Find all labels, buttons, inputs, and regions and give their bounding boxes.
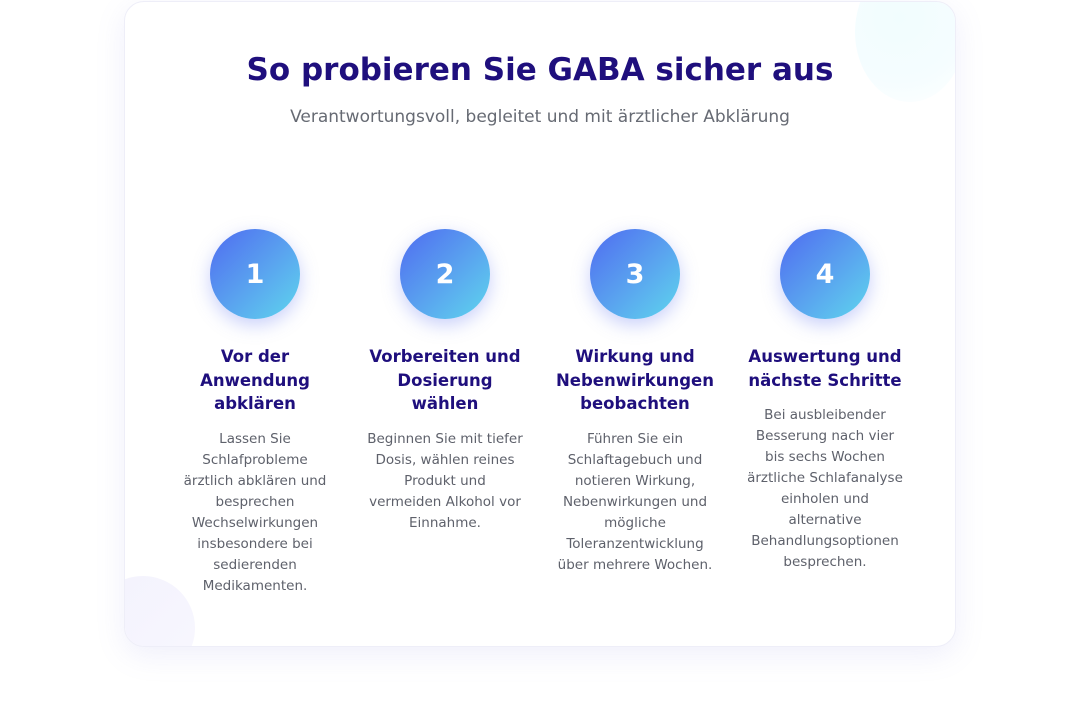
step-title: Auswertung und nächste Schritte	[748, 347, 902, 390]
step-description: Lassen Sie Schlafprobleme ärztlich abklären und besprechen Wechselwirkungen insbesondere bei sedierenden Medikamenten.	[183, 430, 327, 594]
step-4	[742, 229, 908, 573]
step-number-circle: 2	[400, 229, 490, 319]
step-number-circle: 4	[780, 229, 870, 319]
step-description: Bei ausbleibender Besserung nach vier bis sechs Wochen ärztliche Schlafanalyse einholen und alternative Behandlungsoptionen besprechen.	[747, 407, 903, 570]
step-number-circle: 1	[210, 229, 300, 319]
step-number-circle: 3	[590, 229, 680, 319]
step-description: Führen Sie ein Schlaftagebuch und notieren Wirkung, Nebenwirkungen und mögliche Toleranzentwicklung über mehrere Wochen.	[557, 430, 713, 573]
step-1	[172, 229, 338, 597]
step-title: Vorbereiten und Dosierung wählen	[369, 347, 521, 413]
page-title: So probieren Sie GABA sicher aus	[246, 52, 834, 88]
step-description: Beginnen Sie mit tiefer Dosis, wählen reines Produkt und vermeiden Alkohol vor Einnahme.	[367, 430, 523, 531]
step-title: Wirkung und Nebenwirkungen beobachten	[556, 347, 714, 413]
step-title: Vor der Anwendung abklären	[200, 347, 310, 413]
step-3	[552, 229, 718, 576]
page-subtitle: Verantwortungsvoll, begleitet und mit ärztlicher Abklärung	[290, 107, 790, 127]
step-2	[362, 229, 528, 534]
